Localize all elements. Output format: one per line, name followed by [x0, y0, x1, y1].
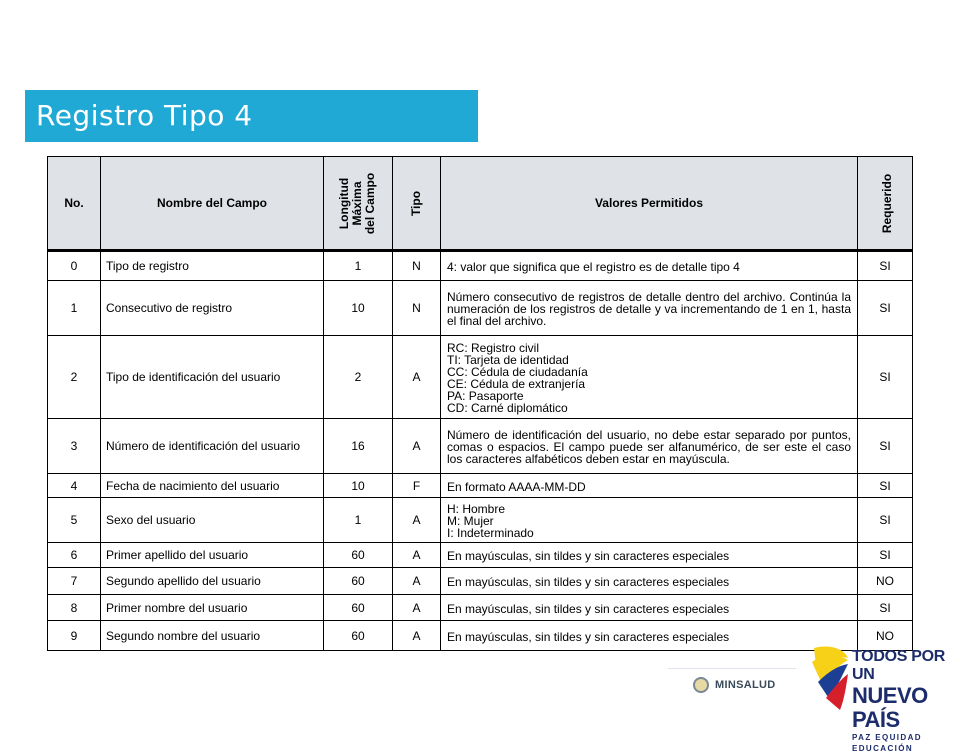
- value-line: TI: Tarjeta de identidad: [447, 353, 569, 367]
- slogan-logo: [852, 648, 960, 754]
- cell-required: SI: [858, 419, 913, 474]
- cell-no: 7: [48, 568, 101, 595]
- cell-required: SI: [858, 498, 913, 543]
- cell-type: A: [393, 498, 441, 543]
- cell-values: [441, 281, 858, 336]
- cell-field-name: Tipo de registro: [101, 251, 324, 281]
- value-line: I: Indeterminado: [447, 526, 534, 540]
- cell-type: A: [393, 336, 441, 419]
- cell-type: F: [393, 474, 441, 498]
- cell-length: 60: [324, 543, 393, 568]
- cell-no: 8: [48, 595, 101, 621]
- cell-type: A: [393, 595, 441, 621]
- table-row: [48, 281, 913, 336]
- slogan-line: NUEVO PAÍS: [852, 683, 928, 732]
- table-row: [48, 568, 913, 595]
- cell-type: A: [393, 568, 441, 595]
- cell-no: 3: [48, 419, 101, 474]
- ministry-logo: [693, 677, 775, 693]
- value-line: H: Hombre: [447, 502, 506, 516]
- header-length-line: Máxima: [350, 180, 365, 226]
- slogan-line: TODOS POR UN: [852, 648, 946, 683]
- record-table: [47, 156, 913, 651]
- table-row: [48, 474, 913, 498]
- colombia-flag-icon: [808, 644, 850, 712]
- cell-type: A: [393, 419, 441, 474]
- cell-length: 60: [324, 621, 393, 651]
- cell-required: NO: [858, 621, 913, 651]
- cell-length: 60: [324, 595, 393, 621]
- table-row: [48, 498, 913, 543]
- cell-values: [441, 543, 858, 568]
- cell-length: 10: [324, 474, 393, 498]
- cell-required: SI: [858, 543, 913, 568]
- header-field-name: Nombre del Campo: [101, 157, 324, 251]
- value-line: En mayúsculas, sin tildes y sin caracteres especiales: [447, 601, 730, 616]
- value-line: Número consecutivo de registros de detalle dentro del archivo. Continúa la numeración de los registros de detalle y va incrementando de 1 en 1, hasta el final del archivo.: [447, 290, 851, 328]
- value-line: En formato AAAA-MM-DD: [447, 479, 586, 494]
- table-row: [48, 251, 913, 281]
- cell-field-name: Número de identificación del usuario: [101, 419, 324, 474]
- cell-required: SI: [858, 595, 913, 621]
- value-line: CE: Cédula de extranjería: [447, 377, 586, 391]
- cell-required: SI: [858, 251, 913, 281]
- cell-required: NO: [858, 568, 913, 595]
- cell-values: [441, 621, 858, 651]
- cell-type: A: [393, 621, 441, 651]
- cell-values: [441, 336, 858, 419]
- footer-divider: [668, 668, 796, 669]
- cell-no: 5: [48, 498, 101, 543]
- cell-length: 16: [324, 419, 393, 474]
- cell-length: 1: [324, 498, 393, 543]
- cell-no: 9: [48, 621, 101, 651]
- cell-field-name: Tipo de identificación del usuario: [101, 336, 324, 419]
- header-type: [393, 157, 441, 251]
- cell-field-name: Segundo nombre del usuario: [101, 621, 324, 651]
- value-line: M: Mujer: [447, 514, 494, 528]
- cell-no: 1: [48, 281, 101, 336]
- cell-values: [441, 419, 858, 474]
- cell-field-name: Consecutivo de registro: [101, 281, 324, 336]
- cell-field-name: Primer apellido del usuario: [101, 543, 324, 568]
- cell-type: N: [393, 281, 441, 336]
- header-no: No.: [48, 157, 101, 251]
- cell-required: SI: [858, 474, 913, 498]
- cell-length: 60: [324, 568, 393, 595]
- header-allowed-values: Valores Permitidos: [441, 157, 858, 251]
- cell-length: 2: [324, 336, 393, 419]
- cell-required: SI: [858, 336, 913, 419]
- coat-of-arms-icon: [693, 677, 709, 693]
- cell-values: [441, 474, 858, 498]
- table-row: [48, 336, 913, 419]
- value-line: PA: Pasaporte: [447, 389, 524, 403]
- page-title: Registro Tipo 4: [25, 90, 478, 142]
- cell-length: 10: [324, 281, 393, 336]
- value-line: 4: valor que significa que el registro es de detalle tipo 4: [447, 260, 740, 274]
- cell-values: [441, 498, 858, 543]
- cell-field-name: Fecha de nacimiento del usuario: [101, 474, 324, 498]
- value-line: En mayúsculas, sin tildes y sin caracteres especiales: [447, 629, 730, 644]
- table-row: [48, 595, 913, 621]
- value-line: Número de identificación del usuario, no debe estar separado por puntos, comas o espacios. El campo puede ser alfanumérico, de ser este el caso los caracteres alfabéticos deben estar en mayúscula.: [447, 428, 851, 466]
- value-line: RC: Registro civil: [447, 341, 540, 355]
- cell-required: SI: [858, 281, 913, 336]
- header-required: [858, 157, 913, 251]
- cell-no: 2: [48, 336, 101, 419]
- header-required-label: Requerido: [880, 173, 895, 233]
- table-row: [48, 543, 913, 568]
- cell-values: [441, 251, 858, 281]
- cell-no: 6: [48, 543, 101, 568]
- cell-values: [441, 568, 858, 595]
- table-row: [48, 419, 913, 474]
- cell-length: 1: [324, 251, 393, 281]
- header-max-length: [324, 157, 393, 251]
- value-line: En mayúsculas, sin tildes y sin caracteres especiales: [447, 575, 730, 589]
- table-row: [48, 621, 913, 651]
- cell-no: 4: [48, 474, 101, 498]
- cell-no: 0: [48, 251, 101, 281]
- cell-field-name: Primer nombre del usuario: [101, 595, 324, 621]
- value-line: CC: Cédula de ciudadanía: [447, 365, 588, 379]
- cell-type: N: [393, 251, 441, 281]
- ministry-name: MINSALUD: [715, 679, 776, 691]
- cell-field-name: Segundo apellido del usuario: [101, 568, 324, 595]
- slogan-line: PAZ EQUIDAD EDUCACIÓN: [852, 733, 922, 753]
- cell-field-name: Sexo del usuario: [101, 498, 324, 543]
- table-header-row: [48, 157, 913, 251]
- header-length-line: del Campo: [363, 172, 378, 234]
- value-line: En mayúsculas, sin tildes y sin caracteres especiales: [447, 549, 730, 563]
- header-type-label: Tipo: [408, 190, 423, 216]
- header-length-line: Longitud: [337, 177, 352, 229]
- value-line: CD: Carné diplomático: [447, 401, 568, 415]
- cell-values: [441, 595, 858, 621]
- cell-type: A: [393, 543, 441, 568]
